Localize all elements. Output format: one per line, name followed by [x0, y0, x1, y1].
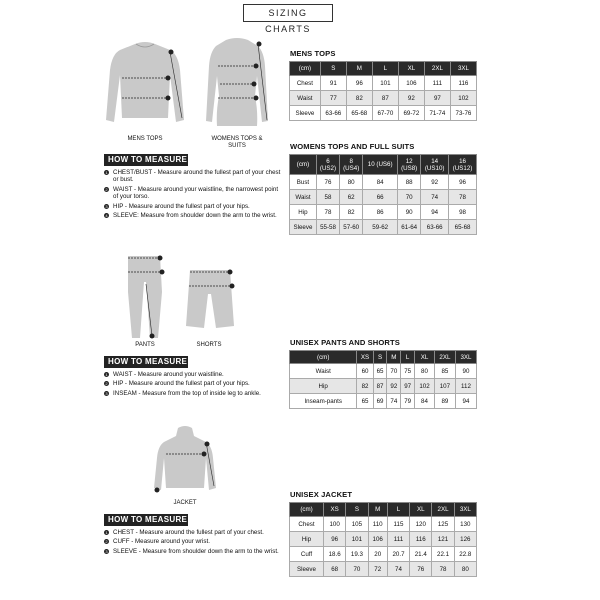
table-header-cell: (cm) — [290, 155, 317, 175]
table-header-cell: 3XL — [455, 351, 476, 364]
table-row: Waist 77 82 87 92 97 102 — [290, 91, 477, 106]
table-header-cell: S — [373, 351, 387, 364]
table-row: Hip 82 87 92 97 102 107 112 — [290, 379, 477, 394]
table-row: Hip 78 82 86 90 94 98 — [290, 205, 477, 220]
table-header-cell: L — [401, 351, 415, 364]
table-header-cell: 10 (US6) — [363, 155, 398, 175]
table-header-cell: 12 (US8) — [398, 155, 421, 175]
table-header-cell: L — [387, 503, 409, 517]
table-row: Sleeve 63-66 65-68 67-70 69-72 71-74 73-76 — [290, 106, 477, 121]
how-to-measure-jacket-header: HOW TO MEASURE — [104, 514, 188, 526]
table-row: Sleeve 68 70 72 74 76 78 80 — [290, 562, 477, 577]
table-row: Waist 60 65 70 75 80 85 90 — [290, 364, 477, 379]
shorts-figure — [184, 266, 238, 336]
how-to-measure-tops-steps — [104, 169, 284, 221]
measure-step: 2 WAIST - Measure around your waistline, the narrowest point of your torso. — [105, 185, 279, 201]
table-header-cell: L — [372, 62, 398, 76]
pants-figure — [122, 252, 168, 342]
table-header-cell: XL — [398, 62, 424, 76]
table-header-cell: XS — [357, 351, 373, 364]
pants-label: PANTS — [135, 342, 155, 348]
mens-tops-table-title: MENS TOPS — [290, 49, 336, 58]
womens-tops-table — [289, 154, 477, 235]
table-row: Cuff 18.6 19.3 20 20.7 21.4 22.1 22.8 — [290, 547, 477, 562]
jacket-label: JACKET — [173, 500, 197, 506]
table-header-cell: M — [387, 351, 401, 364]
womens-tops-table-title: WOMENS TOPS AND FULL SUITS — [290, 142, 415, 151]
table-row: Sleeve 55-58 57-60 59-62 61-64 63-66 65-68 — [290, 220, 477, 235]
womens-tops-figure — [202, 36, 272, 136]
unisex-pants-table — [289, 350, 477, 409]
measure-step: 3 HIP - Measure around the fullest part of your hips. — [105, 202, 250, 210]
table-row: Chest 91 96 101 106 111 116 — [290, 76, 477, 91]
unisex-jacket-table — [289, 502, 477, 577]
measure-step: 3 INSEAM - Measure from the top of inside leg to ankle. — [105, 389, 261, 397]
table-row: Bust 76 80 84 88 92 96 — [290, 175, 477, 190]
how-to-measure-pants-header: HOW TO MEASURE — [104, 356, 188, 368]
table-header-cell: (cm) — [290, 503, 324, 517]
measure-step: 1 CHEST - Measure around the fullest part of your chest. — [105, 529, 264, 536]
table-header-cell: XL — [415, 351, 435, 364]
table-row: Chest 100 105 110 115 120 125 130 — [290, 517, 477, 532]
table-header-cell: 3XL — [450, 62, 476, 76]
table-header-cell: 2XL — [424, 62, 450, 76]
table-header-cell: XS — [324, 503, 346, 517]
mens-tops-label: MENS TOPS — [127, 136, 163, 142]
table-header-cell: M — [346, 62, 372, 76]
table-header-cell: 2XL — [434, 351, 455, 364]
womens-tops-label: WOMENS TOPS & SUITS — [211, 136, 263, 149]
table-header-cell: 8 (US4) — [340, 155, 363, 175]
page-title: SIZING CHARTS — [243, 4, 333, 22]
jacket-figure — [150, 424, 220, 496]
measure-step: 3 SLEEVE - Measure from shoulder down the arm to the wrist. — [105, 547, 279, 555]
table-header-cell: 6 (US2) — [316, 155, 339, 175]
table-header-cell: (cm) — [290, 351, 357, 364]
how-to-measure-tops-header: HOW TO MEASURE — [104, 154, 188, 166]
measure-step: 2 HIP - Measure around the fullest part of your hips. — [105, 380, 250, 388]
table-header-cell: S — [346, 503, 368, 517]
unisex-pants-table-title: UNISEX PANTS AND SHORTS — [290, 338, 400, 347]
mens-tops-figure — [100, 40, 190, 135]
measure-step: 4 SLEEVE: Measure from shoulder down the arm to the wrist. — [105, 212, 277, 220]
shorts-label: SHORTS — [196, 342, 222, 348]
table-header-cell: S — [320, 62, 346, 76]
table-row: Waist 58 62 66 70 74 78 — [290, 190, 477, 205]
measure-step: 1 CHEST/BUST - Measure around the fullest part of your chest or bust. — [105, 169, 281, 184]
table-header-cell: (cm) — [290, 62, 321, 76]
how-to-measure-pants-steps — [104, 371, 284, 399]
how-to-measure-jacket-steps — [104, 529, 284, 557]
table-header-cell: M — [368, 503, 387, 517]
table-header-cell: XL — [410, 503, 432, 517]
mens-tops-table — [289, 61, 477, 121]
measure-step: 2 CUFF - Measure around your wrist. — [105, 538, 210, 546]
table-header-cell: 3XL — [454, 503, 476, 517]
table-header-cell: 16 (US12) — [449, 155, 477, 175]
table-row: Inseam-pants 65 69 74 79 84 89 94 — [290, 394, 477, 409]
table-row: Hip 96 101 106 111 116 121 126 — [290, 532, 477, 547]
measure-step: 1 WAIST - Measure around your waistline. — [105, 371, 224, 378]
unisex-jacket-table-title: UNISEX JACKET — [290, 490, 353, 499]
table-header-cell: 14 (US10) — [421, 155, 449, 175]
table-header-cell: 2XL — [432, 503, 454, 517]
